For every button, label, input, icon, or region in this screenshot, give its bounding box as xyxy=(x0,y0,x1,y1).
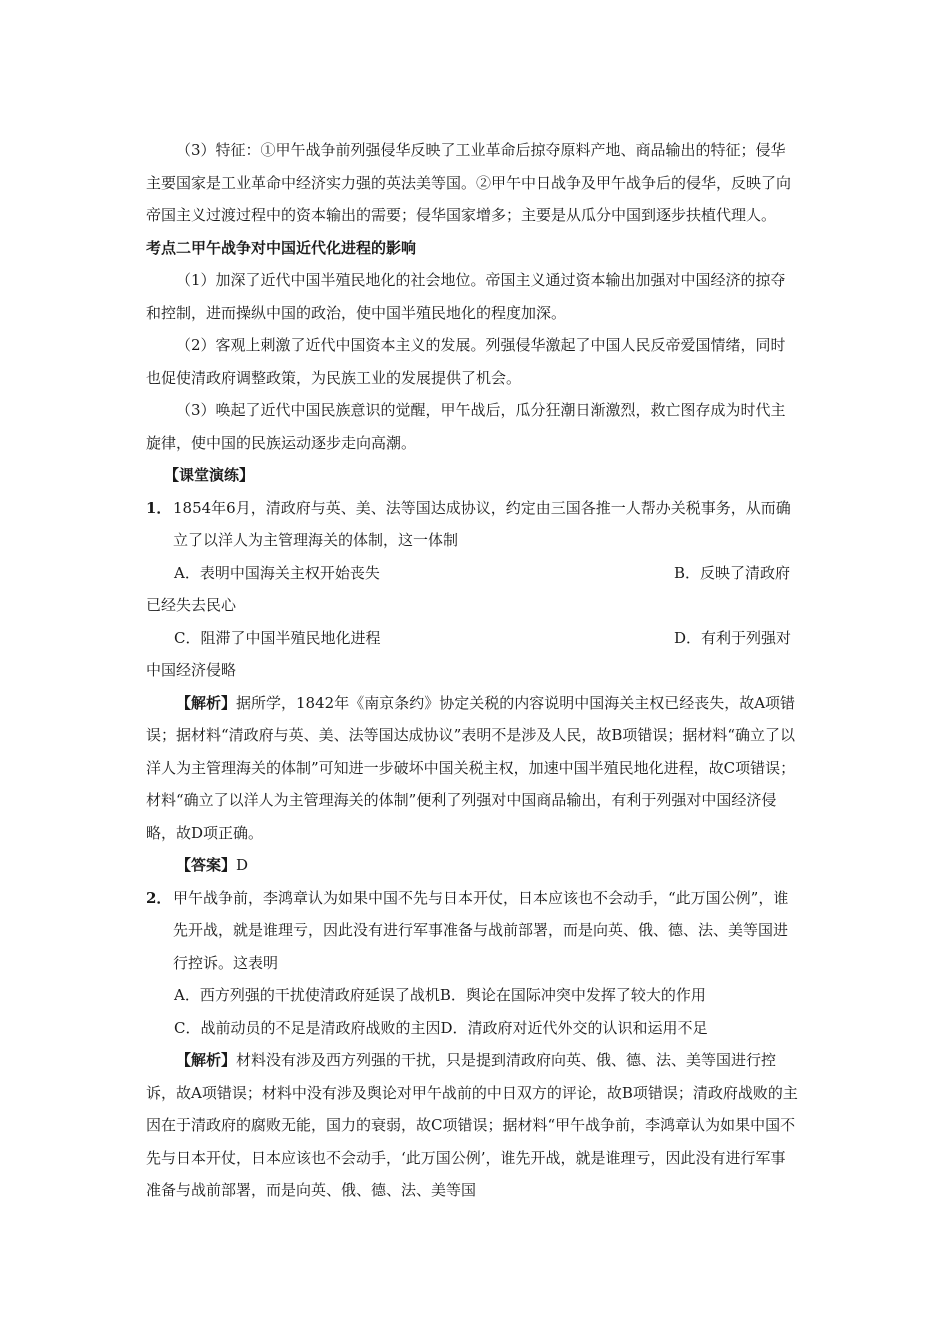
question-1-number: 1． xyxy=(146,498,172,517)
question-2-text: 甲午战争前，李鸿章认为如果中国不先与日本开仗，日本应该也不会动手，“此万国公例”，谁先开战，就是谁理亏，因此没有进行军事准备与战前部署，而是向英、俄、德、法、美等国进行控诉。这表明 xyxy=(173,888,789,972)
question-2-number: 2． xyxy=(146,888,172,907)
question-2-option-c: C．战前动员的不足是清政府战败的主因 xyxy=(174,1018,441,1037)
question-2-options-cd xyxy=(146,1012,800,1045)
question-2-options-ab xyxy=(146,979,800,1012)
question-1-text: 1854年6月，清政府与英、美、法等国达成协议，约定由三国各推一人帮办关税事务，从而确立了以洋人为主管理海关的体制，这一体制 xyxy=(173,498,791,549)
question-1-options-cd xyxy=(146,622,800,655)
question-1-analysis-label: 【解析】 xyxy=(176,693,237,712)
question-1-stem xyxy=(146,492,800,557)
question-1-options-ab xyxy=(146,557,800,590)
question-1-option-b-part1: B．反映了清政府 xyxy=(674,563,791,582)
question-2-stem xyxy=(146,882,800,980)
question-2-analysis xyxy=(146,1044,800,1207)
kaodian2-item-3: （3）唤起了近代中国民族意识的觉醒，甲午战后，瓜分狂潮日渐激烈，救亡图存成为时代主旋律，使中国的民族运动逐步走向高潮。 xyxy=(146,401,786,452)
question-2-analysis-label: 【解析】 xyxy=(176,1051,237,1069)
question-1-analysis-text: 据所学，1842年《南京条约》协定关税的内容说明中国海关主权已经丧失，故A项错误；据材料“清政府与英、美、法等国达成协议”表明不是涉及人民，故B项错误；据材料“确立了以洋人为主管理海关的体制”可知进一步破坏中国关税主权，加速中国半殖民地化进程，故C项错误；材料“确立了以洋人为主管理海关的体制”便利了列强对中国商品输出，有利于列强对中国经济侵略，故D项正确。 xyxy=(146,693,796,842)
practice-label: 【课堂演练】 xyxy=(164,466,255,484)
kaodian2-heading: 考点二甲午战争对中国近代化进程的影响 xyxy=(146,238,417,257)
question-1-option-d-part2: 中国经济侵略 xyxy=(146,661,237,679)
question-2-option-a: A．西方列强的干扰使清政府延误了战机 xyxy=(174,986,440,1004)
question-1-option-b-part2: 已经失去民心 xyxy=(146,596,237,614)
question-2-option-b: B．舆论在国际冲突中发挥了较大的作用 xyxy=(439,986,706,1004)
question-1-option-d-part1: D．有利于列强对 xyxy=(674,628,792,647)
kaodian2-item-2: （2）客观上刺激了近代中国资本主义的发展。列强侵华激起了中国人民反帝爱国情绪，同时也促使清政府调整政策，为民族工业的发展提供了机会。 xyxy=(146,336,786,387)
question-1-analysis xyxy=(146,687,800,850)
question-1-option-c: C．阻滞了中国半殖民地化进程 xyxy=(174,628,381,647)
question-2-analysis-text: 材料没有涉及西方列强的干扰，只是提到清政府向英、俄、德、法、美等国进行控诉，故A项错误；材料中没有涉及舆论对甲午战前的中日双方的评论，故B项错误；清政府战败的主因在于清政府的腐败无能，国力的衰弱，故C项错误；据材料“甲午战争前，李鸿章认为如果中国不先与日本开仗，日本应该也不会动手，‘此万国公例’，谁先开战，就是谁理亏，因此没有进行军事准备与战前部署，而是向英、俄、德、法、美等国 xyxy=(146,1051,798,1199)
question-1-option-a: A．表明中国海关主权开始丧失 xyxy=(174,563,380,582)
feature-paragraph: （3）特征：①甲午战争前列强侵华反映了工业革命后掠夺原料产地、商品输出的特征；侵华主要国家是工业革命中经济实力强的英法美等国。②甲午中日战争及甲午战争后的侵华，反映了向帝国主义过渡过程中的资本输出的需要；侵华国家增多；主要是从瓜分中国到逐步扶植代理人。 xyxy=(146,141,792,224)
question-1-answer-value: D xyxy=(236,856,249,874)
question-1-answer xyxy=(146,849,800,882)
question-1-answer-label: 【答案】 xyxy=(176,856,237,874)
question-2-option-d: D．清政府对近代外交的认识和运用不足 xyxy=(440,1018,708,1037)
kaodian2-item-1: （1）加深了近代中国半殖民地化的社会地位。帝国主义通过资本输出加强对中国经济的掠夺和控制，进而操纵中国的政治，使中国半殖民地化的程度加深。 xyxy=(146,271,786,322)
